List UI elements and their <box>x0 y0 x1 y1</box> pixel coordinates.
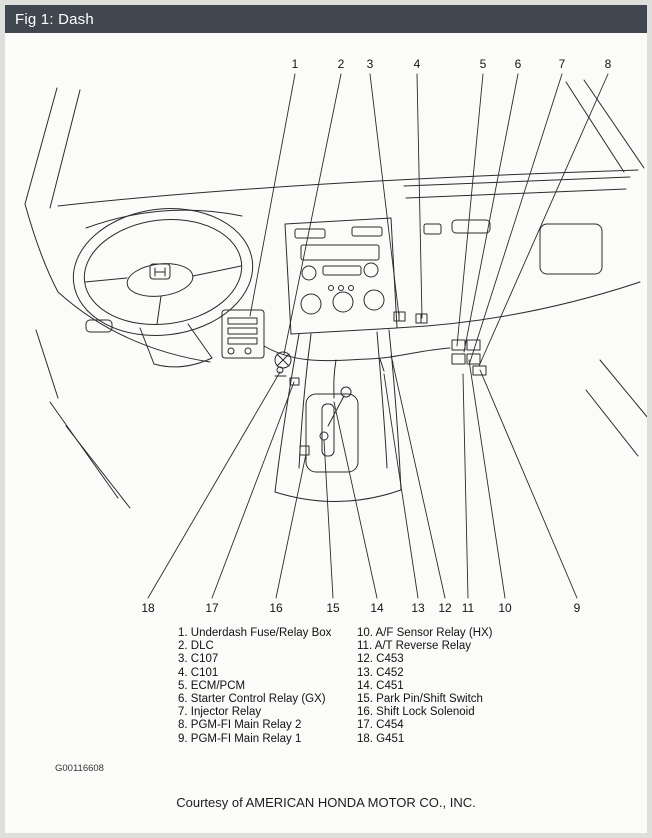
figure-id: G00116608 <box>55 763 104 774</box>
callout-9: 9 <box>573 601 581 615</box>
wiring-harness <box>264 346 450 398</box>
legend-item: 17. C454 <box>357 719 404 732</box>
legend-item: 6. Starter Control Relay (GX) <box>178 693 326 706</box>
legend-item: 15. Park Pin/Shift Switch <box>357 693 483 706</box>
callout-2: 2 <box>337 57 345 71</box>
center-stack <box>285 218 397 334</box>
callout-15: 15 <box>326 601 340 615</box>
callout-10: 10 <box>498 601 512 615</box>
callout-6: 6 <box>514 57 522 71</box>
fuse-relay-box <box>222 310 264 358</box>
legend-item: 18. G451 <box>357 732 405 745</box>
legend-item: 8. PGM-FI Main Relay 2 <box>178 719 302 732</box>
leader-lines-bottom <box>148 360 577 598</box>
legend-item: 14. C451 <box>357 679 404 692</box>
callout-3: 3 <box>366 57 374 71</box>
callout-4: 4 <box>413 57 421 71</box>
callout-numbers-top <box>292 57 612 71</box>
legend-column-left <box>178 627 357 746</box>
callout-12: 12 <box>438 601 452 615</box>
callout-8: 8 <box>604 57 612 71</box>
callout-16: 16 <box>269 601 283 615</box>
callout-numbers-bottom <box>141 601 580 615</box>
callout-13: 13 <box>411 601 425 615</box>
steering-wheel <box>66 199 260 367</box>
wheel-badge-h-icon <box>155 268 165 276</box>
courtesy-note: Courtesy of AMERICAN HONDA MOTOR CO., INC. <box>176 795 476 810</box>
legend-item: 16. Shift Lock Solenoid <box>357 706 475 719</box>
callout-7: 7 <box>558 57 566 71</box>
callout-5: 5 <box>479 57 487 71</box>
callout-11: 11 <box>461 601 475 615</box>
dash-diagram <box>0 30 652 620</box>
legend-item: 9. PGM-FI Main Relay 1 <box>178 732 302 745</box>
figure-title-bar <box>5 5 647 33</box>
legend-item: 7. Injector Relay <box>178 706 262 719</box>
legend-item: 11. A/T Reverse Relay <box>357 640 471 653</box>
legend-item: 4. C101 <box>178 666 219 679</box>
legend <box>178 627 536 746</box>
callout-18: 18 <box>141 601 155 615</box>
park-pin-switch <box>320 432 328 440</box>
console-shifter <box>275 330 401 502</box>
legend-item: 10. A/F Sensor Relay (HX) <box>357 627 493 639</box>
callout-1: 1 <box>291 57 299 71</box>
legend-item: 2. DLC <box>178 640 214 653</box>
figure-title: Fig 1: Dash <box>15 10 94 28</box>
legend-item: 1. Underdash Fuse/Relay Box <box>178 627 332 639</box>
legend-column-right <box>357 627 536 746</box>
leader-lines-top <box>250 74 608 366</box>
legend-item: 5. ECM/PCM <box>178 679 246 692</box>
shift-lock-solenoid <box>300 446 309 455</box>
callout-14: 14 <box>370 601 384 615</box>
legend-item: 12. C453 <box>357 653 404 666</box>
callout-17: 17 <box>205 601 219 615</box>
legend-item: 3. C107 <box>178 653 219 666</box>
legend-item: 13. C452 <box>357 666 404 679</box>
